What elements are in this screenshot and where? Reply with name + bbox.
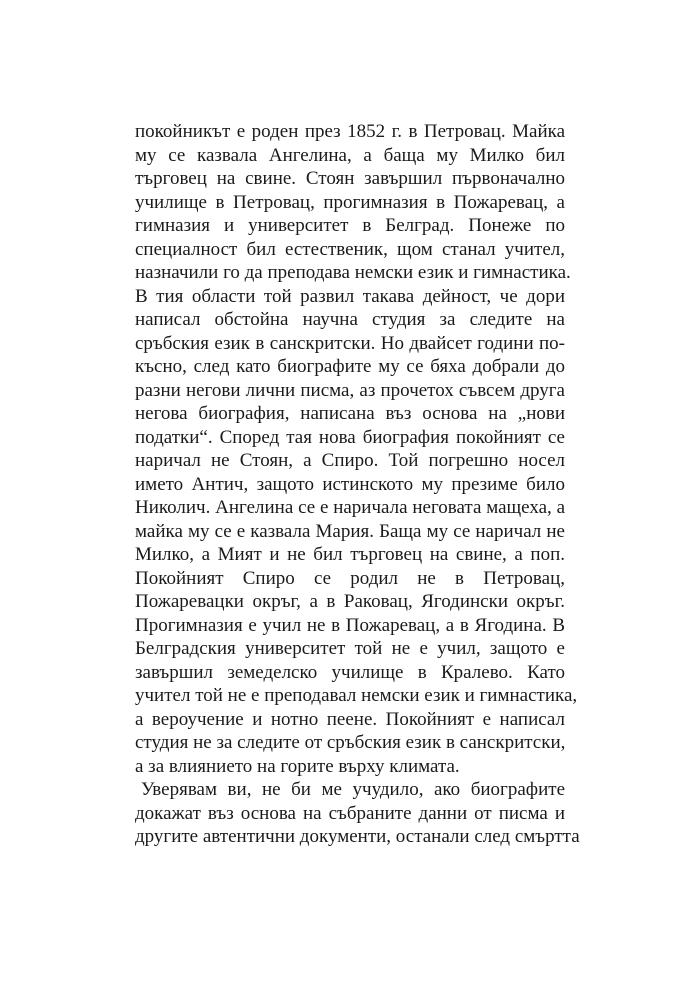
text-line: а за влиянието на горите върху климата. — [135, 755, 460, 777]
text-line: покойникът е роден през 1852 г. в Петровац. Майка — [135, 121, 565, 142]
text-line: късно, след като биографите му се бяха добрали до — [135, 356, 565, 377]
text-line: търговец на свине. Стоян завършил първоначално — [135, 168, 565, 189]
text-line: му се казвала Ангелина, а баща му Милко бил — [135, 144, 565, 166]
text-line: завършил земеделско училище в Кралево. Като — [135, 661, 565, 683]
paragraph-1 — [135, 120, 578, 778]
page-text — [135, 120, 580, 849]
text-line: Уверявам ви, не би ме учудило, ако биографите — [141, 779, 565, 800]
text-line: Пожаревацки окръг, а в Раковац, Ягодински окръг. — [135, 591, 565, 612]
text-line: разни негови лични писма, аз прочетох съвсем друга — [135, 379, 565, 401]
text-line: Николич. Ангелина се е наричала неговата мащеха, а — [135, 497, 565, 518]
text-line: В тия области той развил такава дейност, че дори — [135, 285, 565, 307]
text-line: гимназия и университет в Белград. Понеже по — [135, 215, 565, 236]
text-line: негова биография, написана въз основа на „нови — [135, 403, 565, 424]
text-line: студия не за следите от сръбския език в санскритски, — [135, 732, 566, 753]
text-line: докажат въз основа на събраните данни от писма и — [135, 802, 565, 824]
text-line: майка му се е казвала Мария. Баща му се наричал не — [135, 520, 565, 542]
text-line: а вероучение и нотно пеене. Покойният е написал — [135, 708, 565, 730]
text-line: другите автентични документи, останали след смъртта — [135, 826, 580, 847]
text-line: учител той не е преподавал немски език и гимнастика, — [135, 685, 578, 706]
text-line: Белградския университет той не е учил, защото е — [135, 638, 565, 659]
text-line: Прогимназия е учил не в Пожаревац, а в Ягодина. В — [135, 614, 565, 636]
text-line: училище в Петровац, прогимназия в Пожаревац, а — [135, 191, 565, 213]
text-line: назначили го да преподава немски език и гимнастика. — [135, 262, 571, 283]
text-line: податки“. Според тая нова биография покойният се — [135, 426, 565, 448]
text-line: специалност бил естественик, щом станал учител, — [135, 238, 565, 260]
text-line: написал обстойна научна студия за следите на — [135, 309, 565, 330]
text-line: сръбския език в санскритски. Но двайсет години по- — [135, 332, 565, 354]
text-line: името Антич, защото истинското му презиме било — [135, 473, 565, 495]
text-line: наричал не Стоян, а Спиро. Той погрешно носел — [135, 450, 565, 471]
paragraph-2 — [135, 778, 580, 849]
text-line: Милко, а Мият и не бил търговец на свине, а поп. — [135, 544, 565, 565]
text-line: Покойният Спиро се родил не в Петровац, — [135, 567, 565, 589]
